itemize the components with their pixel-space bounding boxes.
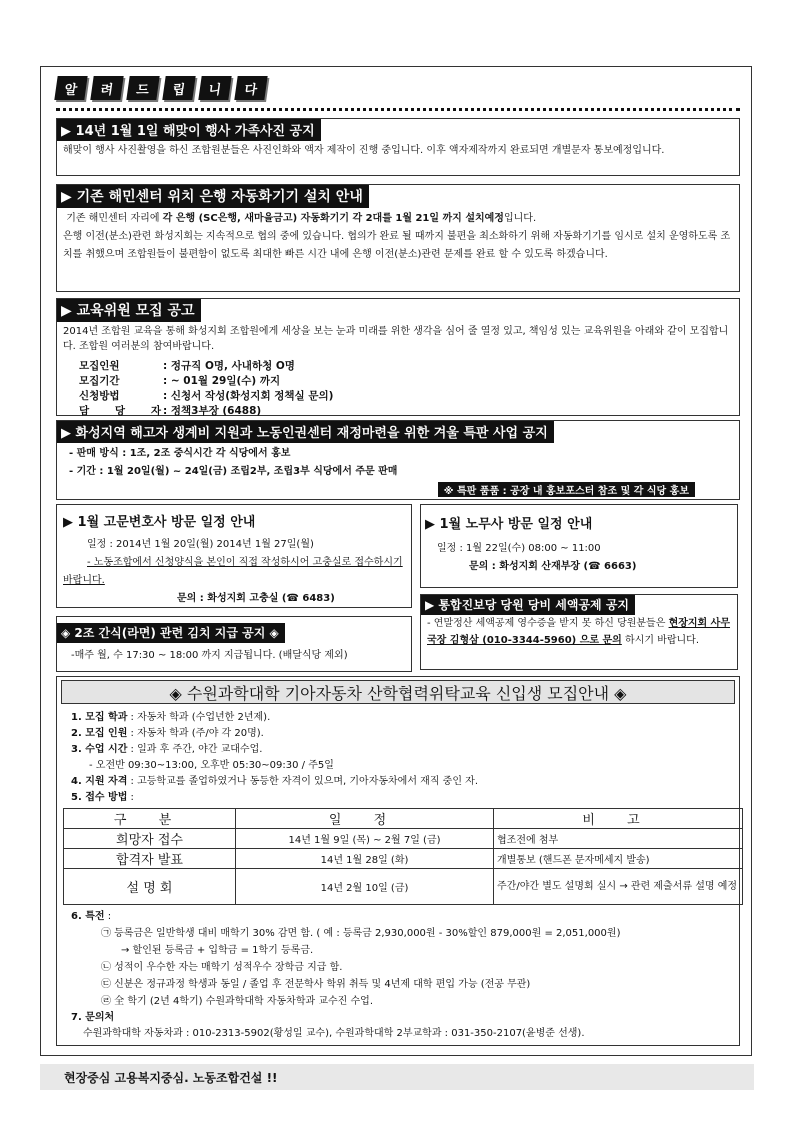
notice-education-committee: [56, 298, 740, 416]
table-cell: 14년 2월 10일 (금): [236, 869, 494, 905]
notice-kimchi: [56, 616, 412, 672]
sale-note: ※ 특판 품품 : 공장 내 홍보포스터 참조 및 각 식당 홍보: [438, 482, 695, 497]
detail-row: [79, 374, 739, 389]
table-header-cell: 구 분: [64, 809, 236, 829]
notice-title: ▶ 기존 해민센터 위치 은행 자동화기기 설치 안내: [57, 185, 369, 208]
notice-body: -매주 월, 수 17:30 ~ 18:00 까지 지급됩니다. (배달식당 제외): [71, 650, 348, 661]
table-row: [64, 849, 743, 869]
table-cell: 희망자 접수: [64, 829, 236, 849]
perk-item: ㉣ 全 학기 (2년 4학기) 수원과학대학 자동차학과 교수진 수업.: [101, 996, 373, 1007]
detail-value: : 신청서 작성(화성지회 정책실 문의): [163, 390, 334, 402]
notice-body: 해맞이 행사 사진촬영을 하신 조합원분들은 사진인화와 액자 제작이 진행 중입니다. 이후 액자제작까지 완료되면 개별문자 통보예정입니다.: [63, 145, 665, 156]
notice-title: ▶ 화성지역 해고자 생계비 지원과 노동인권센터 재정마련을 위한 겨울 특판 사업 공지: [57, 421, 554, 443]
table-row: [64, 869, 743, 905]
info-value: : 일과 후 주간, 야간 교대수업.: [127, 744, 263, 755]
text: 기존 해민센터 자리에: [66, 213, 163, 224]
notice-body: 2014년 조합원 교육을 통해 화성지회 조합원에게 세상을 보는 눈과 미래를 위한 생각을 심어 줄 열정 있고, 책임성 있는 교육위원을 아래와 같이 모집합니다. 조합원 여러분의 참여바랍니다.: [63, 326, 729, 352]
info-key: 5. 접수 방법: [71, 792, 128, 803]
notice-school-recruitment: [56, 676, 740, 1046]
detail-row: [79, 359, 739, 374]
table-cell: 14년 1월 28일 (화): [236, 849, 494, 869]
table-cell: 설 명 회: [64, 869, 236, 905]
recruit-details: [57, 359, 739, 419]
detail-key: 담 당 자: [79, 405, 161, 417]
notice-banner: [56, 76, 266, 100]
table-header-row: [64, 809, 743, 829]
banner-char: 니: [198, 76, 231, 100]
info-value: : 고등학교를 졸업하였거나 동등한 자격이 있으며, 기아자동차에서 재직 중인 자.: [127, 776, 479, 787]
text: - 연말정산 세액공제 영수증을 받지 못 하신 당원분들은: [427, 618, 669, 629]
time-note: - 오전반 09:30~13:00, 오후반 05:30~09:30 / 주5일: [89, 760, 334, 771]
notice-title: ▶ 1월 고문변호사 방문 일정 안내: [63, 515, 256, 530]
info-value: : 자동차 학과 (주/야 각 20명).: [127, 728, 264, 739]
contact-key: 7. 문의처: [71, 1012, 115, 1023]
info-value: :: [127, 792, 134, 803]
contact-highlight: 현장지회 사무국장 김형삼 (010-3344-5960) 으로 문의: [427, 618, 731, 646]
notice-body: [57, 445, 739, 481]
perk-item: ㉡ 성적이 우수한 자는 매학기 성적우수 장학금 지급 함.: [101, 962, 343, 973]
notice-atm: [56, 184, 740, 292]
info-key: 6. 특전: [71, 911, 105, 922]
banner-char: 려: [90, 76, 123, 100]
detail-row: [79, 404, 739, 419]
text: 은행 이전(분소)관련 화성지회는 지속적으로 협의 중에 있습니다. 협의가 완료 될 때까지 불편을 최소화하기 위해 자동화기기를 임시로 설치 운영하도록 조치를 취했으며 조합원들이 불편함이 없도록 최대한 빠른 시간 내에 은행 이전(분소)관련 문제를 완료 할 수 있도록 하겠습니다.: [63, 231, 731, 260]
info-value: : 자동차 학과 (수업년한 2년제).: [127, 712, 271, 723]
table-cell: 합격자 발표: [64, 849, 236, 869]
detail-value: : 정규직 O명, 사내하청 O명: [163, 360, 295, 372]
notice-title: ▶ 14년 1월 1일 해맞이 행사 가족사진 공지: [57, 119, 321, 141]
contact-info: 수원과학대학 자동차과 : 010-2313-5902(황성일 교수), 수원과학대학 2부교학과 : 031-350-2107(윤병준 선생).: [83, 1028, 585, 1039]
notice-body: [421, 615, 737, 649]
table-header-cell: 비 고: [494, 809, 743, 829]
visit-contact: 문의 : 화성지회 고충실 (☎ 6483): [177, 593, 335, 604]
perk-item: ㉠ 등록금은 일반학생 대비 매학기 30% 감면 함. ( 예 : 등록금 2,930,000원 - 30%할인 879,000원 = 2,051,000원): [101, 928, 621, 939]
table-row: [64, 829, 743, 849]
notice-title: ◈ 2조 간식(라면) 관련 김치 지급 공지 ◈: [57, 623, 285, 643]
info-row: [57, 774, 739, 790]
recruit-info: [57, 710, 739, 806]
visit-contact: 문의 : 화성지회 산재부장 (☎ 6663): [469, 561, 637, 572]
perk-item: ㉢ 신분은 정규과정 학생과 동일 / 졸업 후 전문학사 학위 취득 및 4년제 대학 편입 가능 (전공 무관): [101, 979, 531, 990]
info-key: 3. 수업 시간: [71, 744, 128, 755]
table-cell: 주간/야간 별도 설명회 실시 → 관련 제출서류 설명 예정: [494, 869, 743, 905]
notice-winter-sale: [56, 420, 740, 500]
banner-char: 드: [126, 76, 159, 100]
visit-note: - 노동조합에서 신청양식을 본인이 직접 작성하시어 고충실로 접수하시기 바랍니다.: [63, 557, 403, 586]
info-row: [57, 909, 739, 925]
detail-value: : 정책3부장 (6488): [163, 405, 262, 417]
school-title: ◈ 수원과학대학 기아자동차 산학협력위탁교육 신입생 모집안내 ◈: [61, 680, 735, 704]
notice-body: [57, 210, 739, 264]
notice-lawyer-visit: [56, 504, 412, 608]
notice-family-photo: [56, 118, 740, 176]
detail-key: 모집인원: [79, 360, 120, 372]
text: - 판매 방식 : 1조, 2조 중식시간 각 식당에서 홍보: [69, 448, 291, 459]
dotted-divider: [56, 108, 740, 111]
notice-title: ▶ 1월 노무사 방문 일정 안내: [425, 517, 593, 532]
detail-row: [79, 389, 739, 404]
visit-dates: 일정 : 2014년 1월 20일(월) 2014년 1월 27일(월): [87, 539, 314, 550]
notice-party-dues: [420, 594, 738, 670]
info-key: 4. 지원 자격: [71, 776, 128, 787]
info-row: [57, 726, 739, 742]
text: - 기간 : 1월 20일(월) ~ 24일(금) 조립2부, 조립3부 식당에서 주문 판매: [69, 466, 398, 477]
info-row: [57, 742, 739, 758]
table-cell: 협조전에 첨부: [494, 829, 743, 849]
notice-labor-attorney-visit: [420, 504, 738, 588]
footer-slogan: 현장중심 고용복지중심. 노동조합건설 !!: [40, 1064, 754, 1090]
info-key: 1. 모집 학과: [71, 712, 128, 723]
perks-section: [57, 909, 739, 1042]
visit-dates: 일정 : 1월 22일(수) 08:00 ~ 11:00: [437, 543, 601, 554]
info-row: [57, 710, 739, 726]
detail-value: : ~ 01월 29일(수) 까지: [163, 375, 281, 387]
text: 입니다.: [503, 213, 537, 224]
banner-char: 립: [162, 76, 195, 100]
info-value: :: [104, 911, 112, 922]
info-row: [57, 790, 739, 806]
table-header-cell: 일 정: [236, 809, 494, 829]
banner-char: 알: [54, 76, 87, 100]
perk-item: → 할인된 등록금 + 입학금 = 1학기 등록금.: [121, 945, 314, 956]
detail-key: 신청방법: [79, 390, 120, 402]
table-cell: 14년 1월 9일 (목) ~ 2월 7일 (금): [236, 829, 494, 849]
banner-char: 다: [234, 76, 267, 100]
schedule-table: [63, 808, 743, 905]
notice-title: ▶ 통합진보당 당원 당비 세액공제 공지: [421, 595, 635, 615]
highlight-text: 각 은행 (SC은행, 새마을금고) 자동화기기 각 2대를 1월 21일 까지 설치예정: [162, 213, 504, 224]
table-cell: 개별통보 (핸드폰 문자메세지 발송): [494, 849, 743, 869]
notice-title: ▶ 교육위원 모집 공고: [57, 299, 201, 322]
detail-key: 모집기간: [79, 375, 120, 387]
text: 하시기 바랍니다.: [621, 635, 700, 646]
info-key: 2. 모집 인원: [71, 728, 128, 739]
